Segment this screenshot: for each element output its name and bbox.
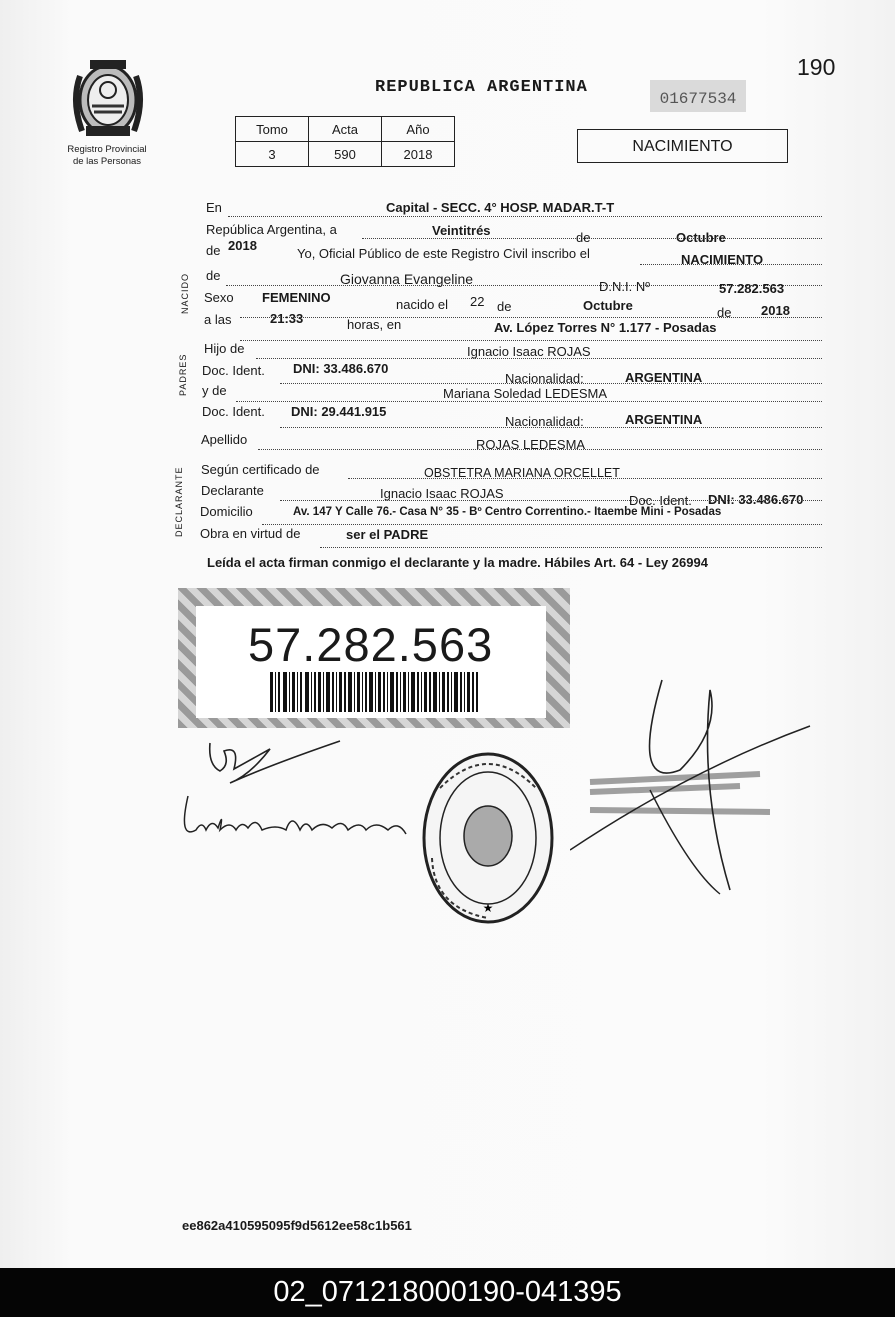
label-segun-certificado: Según certificado de [201, 462, 320, 477]
logo-caption-line1: Registro Provincial [67, 144, 147, 155]
value-domicilio: Av. 147 Y Calle 76.- Casa N° 35 - Bº Centro Correntino.- Itaembe Mini - Posadas [293, 506, 722, 518]
barcode-icon [270, 672, 478, 712]
logo-caption-line2: de las Personas [72, 156, 142, 167]
label-y-de: y de [202, 383, 227, 398]
footer-code: 02_071218000190-041395 [273, 1276, 622, 1308]
value-nac-dia: 22 [470, 294, 485, 309]
label-doc-ident-2: Doc. Ident. [202, 404, 265, 419]
document-hash: ee862a410595095f9d5612ee58c1b561 [182, 1218, 412, 1233]
label-domicilio: Domicilio [200, 504, 253, 519]
value-certificado: OBSTETRA MARIANA ORCELLET [424, 466, 620, 480]
registry-value-row [236, 142, 455, 167]
value-madre: Mariana Soledad LEDESMA [443, 386, 608, 401]
value-apellido: ROJAS LEDESMA [476, 437, 586, 452]
label-republica-a: República Argentina, a [206, 222, 337, 237]
registry-header-acta: Acta [309, 117, 382, 142]
registry-table [235, 116, 455, 167]
value-lugar-nac: Av. López Torres N° 1.177 - Posadas [494, 320, 717, 335]
section-label-padres: PADRES [178, 353, 188, 396]
label-dni: D.N.I. Nº [599, 279, 650, 294]
label-de-3: de [206, 268, 221, 283]
mother-signature [176, 790, 416, 850]
value-madre-doc: DNI: 29.441.915 [291, 404, 387, 419]
value-mes: Octubre [676, 230, 726, 245]
declarant-signature [200, 735, 350, 795]
value-padre: Ignacio Isaac ROJAS [467, 344, 591, 359]
footer-code-bar [0, 1268, 895, 1317]
label-apellido: Apellido [201, 432, 248, 447]
label-a-las: a las [204, 312, 232, 327]
label-nacionalidad-2: Nacionalidad: [505, 414, 584, 429]
page-number: 190 [797, 54, 836, 80]
section-label-declarante: DECLARANTE [174, 466, 184, 537]
value-hora: 21:33 [270, 311, 304, 326]
value-nac-anio: 2018 [761, 303, 790, 318]
value-padre-doc: DNI: 33.486.670 [293, 361, 389, 376]
value-sexo: FEMENINO [262, 290, 331, 305]
label-de-1: de [576, 230, 591, 245]
officer-signature [570, 670, 820, 900]
section-label-nacido: NACIDO [180, 272, 190, 314]
value-acto: NACIMIENTO [681, 252, 764, 267]
label-doc-ident-3: Doc. Ident. [629, 493, 692, 508]
record-type-box: NACIMIENTO [577, 129, 788, 163]
value-anio: 2018 [228, 238, 257, 253]
registry-value-acta: 590 [309, 142, 382, 167]
sticker-id-number: 57.282.563 [248, 618, 494, 671]
logo-caption [52, 144, 162, 168]
label-horas-en: horas, en [347, 317, 402, 332]
value-dia-texto: Veintitrés [432, 223, 491, 238]
registry-value-tomo: 3 [236, 142, 309, 167]
label-en: En [206, 200, 222, 215]
provincial-seal-logo [66, 56, 150, 146]
registry-header-anio: Año [382, 117, 455, 142]
label-de-5: de [717, 305, 732, 320]
value-obra-en-virtud: ser el PADRE [346, 527, 429, 542]
label-yo-oficial: Yo, Oficial Público de este Registro Civil inscribo el [297, 246, 590, 261]
label-obra-en-virtud: Obra en virtud de [200, 526, 301, 541]
label-sexo: Sexo [204, 290, 234, 305]
registry-value-anio: 2018 [382, 142, 455, 167]
value-dni: 57.282.563 [719, 281, 785, 296]
value-madre-nac: ARGENTINA [625, 412, 703, 427]
label-nacido-el: nacido el [396, 297, 449, 312]
svg-text:★: ★ [482, 901, 494, 915]
document-title: REPUBLICA ARGENTINA [375, 78, 588, 97]
serial-number: 01677534 [650, 80, 746, 112]
value-lugar: Capital - SECC. 4° HOSP. MADAR.T-T [386, 200, 615, 215]
closing-text: Leída el acta firman conmigo el declarante y la madre. Hábiles Art. 64 - Ley 26994 [207, 555, 708, 570]
label-hijo-de: Hijo de [204, 341, 245, 356]
value-nombre: Giovanna Evangeline [340, 271, 474, 287]
value-declarante-doc: DNI: 33.486.670 [708, 492, 804, 507]
registry-stamp [418, 748, 558, 928]
value-padre-nac: ARGENTINA [625, 370, 703, 385]
registry-header-tomo: Tomo [236, 117, 309, 142]
value-declarante: Ignacio Isaac ROJAS [380, 486, 504, 501]
label-nacionalidad-1: Nacionalidad: [505, 371, 584, 386]
label-de-2: de [206, 243, 221, 258]
label-doc-ident-1: Doc. Ident. [202, 363, 265, 378]
value-nac-mes: Octubre [583, 298, 633, 313]
registry-header-row [236, 117, 455, 142]
label-declarante: Declarante [201, 483, 264, 498]
label-de-4: de [497, 299, 512, 314]
